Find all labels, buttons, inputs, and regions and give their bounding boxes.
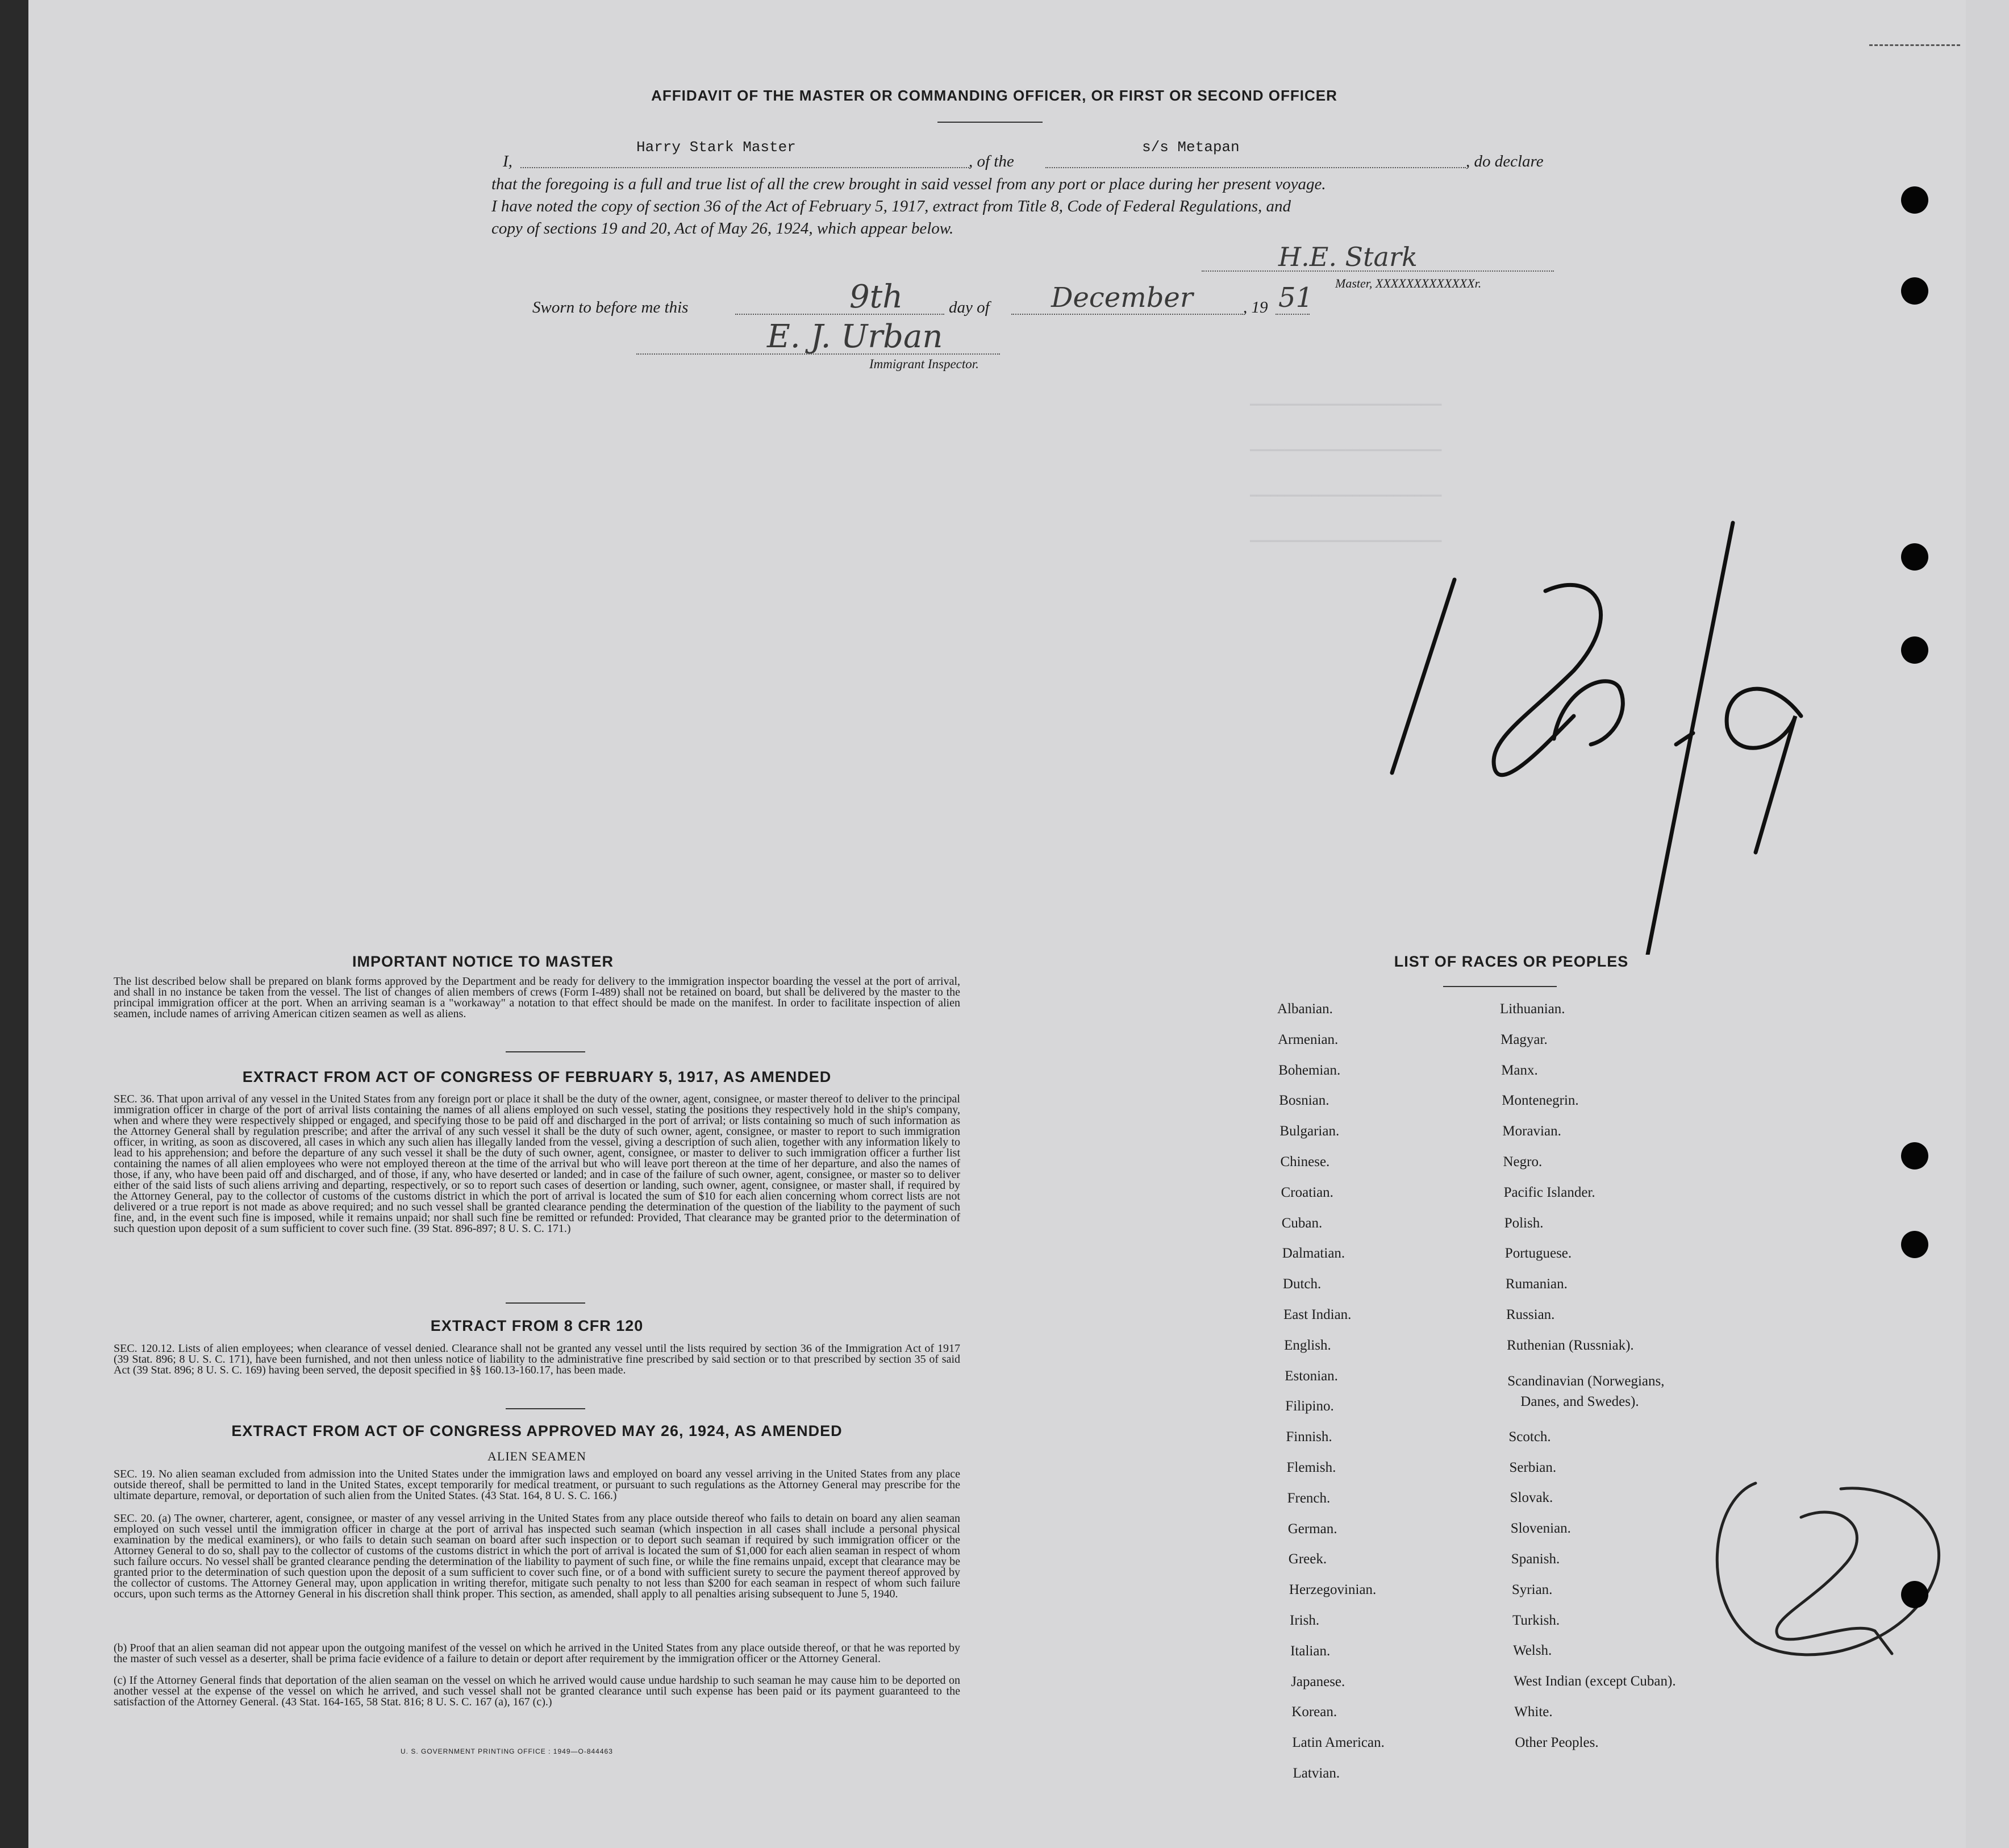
race-item: Portuguese.	[1504, 1246, 1572, 1262]
race-item: Armenian.	[1278, 1031, 1339, 1047]
race-item: English.	[1284, 1337, 1331, 1353]
race-item: Latvian.	[1293, 1766, 1340, 1781]
race-item: Finnish.	[1286, 1429, 1332, 1445]
sworn-year: 51	[1278, 282, 1314, 314]
master-label: Master, XXXXXXXXXXXXXr.	[1335, 276, 1482, 290]
extract-1924-sec20c: (c) If the Attorney General finds that deportation of the alien seaman on the vessel on which he arrived would cause undue hardship to such seaman he may cause him to be deported on another vessel at the expense of the vessel on which he arrived, and such vessel shall not be granted clearance until such expense has been paid or its payment guaranteed to the satisfaction of the Attorney General. (43 Stat. 164-165, 58 Stat. 816; 8 U. S. C. 167 (a), 167 (c).)	[114, 1674, 960, 1708]
circled-number	[1704, 1466, 1954, 1671]
declaration-line-3: copy of sections 19 and 20, Act of May 26, 1924, which appear below.	[491, 219, 954, 238]
master-signature: H.E. Stark	[1278, 242, 1418, 272]
extract-1917-title: EXTRACT FROM ACT OF CONGRESS OF FEBRUARY 5, 1917, AS AMENDED	[242, 1068, 832, 1085]
declaration-line-1: that the foregoing is a full and true list of all the crew brought in said vessel from any port or place during her present voyage.	[491, 175, 1326, 193]
race-item: Scotch.	[1508, 1429, 1551, 1445]
master-signature-line	[1202, 270, 1554, 272]
corner-marks	[1869, 44, 1960, 80]
race-item: Rumanian.	[1505, 1276, 1568, 1292]
race-item: Albanian.	[1277, 1001, 1333, 1017]
binder-hole	[1901, 186, 1928, 214]
extract-1924-sec20a: SEC. 20. (a) The owner, charterer, agent, consignee, or master of any vessel arriving in the United States from any place outside thereof who fails to detain on board any alien seaman employed on such vessel until the immigration officer in charge at the port of arrival has inspected such seaman (which inspection in all cases shall include a personal physical examination by the medical examiners), or who fails to detain such seaman on board after such inspection or to deport such seaman if required by such immigration officer or the Attorney General to do so, shall pay to the collector of customs of the customs district in which the port of arrival is located the sum of $1,000 for each alien seaman in respect of whom such failure occurs. No vessel shall be granted clearance pending the determination of the liability to payment of such fine, or while the fine remains unpaid, except that clearance may be granted prior to the determination of such question upon the deposit of a sum sufficient to cover such fine, or of a bond with sufficient surety to secure the payment thereof approved by the collector of customs. The Attorney General may, upon application in writing therefor, mitigate such penalty to not less than $200 for each seaman in respect of whom such failure occurs, upon such terms as the Attorney General in his discretion shall think proper. This section, as amended, shall apply to all penalties arising subsequent to June 5, 1940.	[114, 1512, 960, 1600]
extract-cfr-divider	[506, 1408, 585, 1409]
race-item: Croatian.	[1281, 1184, 1333, 1200]
race-item: Flemish.	[1286, 1460, 1336, 1475]
do-declare-label: , do declare	[1466, 152, 1544, 170]
race-item: Russian.	[1506, 1307, 1555, 1322]
sworn-label: Sworn to before me this	[532, 298, 689, 317]
page-edge-strip	[1966, 0, 2009, 1848]
extract-1924-sec20b: (b) Proof that an alien seaman did not appear upon the outgoing manifest of the vessel on which he arrived in the United States from any place outside thereof, or that he was reported by the master of such vessel as a deserter, shall be prima facie evidence of a failure to detain or deport after requirement by the immigration officer or the Attorney General.	[114, 1642, 960, 1665]
binder-hole	[1901, 1231, 1928, 1258]
race-item: French.	[1287, 1490, 1331, 1506]
binder-hole	[1901, 543, 1928, 571]
title-divider	[937, 122, 1043, 123]
race-item: White.	[1514, 1704, 1553, 1720]
race-item: Bohemian.	[1278, 1062, 1341, 1078]
race-item: German.	[1287, 1521, 1337, 1537]
handwritten-number	[1358, 500, 1812, 955]
race-item: Lithuanian.	[1500, 1001, 1565, 1017]
race-item: Manx.	[1501, 1062, 1538, 1078]
race-item: Serbian.	[1509, 1459, 1557, 1475]
races-title: LIST OF RACES OR PEOPLES	[1394, 953, 1629, 970]
binder-hole	[1901, 1581, 1928, 1608]
extract-cfr-title: EXTRACT FROM 8 CFR 120	[430, 1317, 644, 1334]
extract-1924-title: EXTRACT FROM ACT OF CONGRESS APPROVED MAY 26, 1924, AS AMENDED	[231, 1422, 843, 1439]
race-item: Polish.	[1504, 1215, 1544, 1231]
notice-divider	[506, 1051, 585, 1052]
race-item: Magyar.	[1501, 1031, 1548, 1047]
race-item: Syrian.	[1511, 1581, 1553, 1597]
extract-1917-divider	[506, 1302, 585, 1304]
alien-seamen-subtitle: ALIEN SEAMEN	[487, 1449, 586, 1463]
binder-hole	[1901, 1142, 1928, 1169]
of-the-label: , of the	[969, 152, 1014, 170]
race-item: Filipino.	[1285, 1399, 1334, 1414]
race-item: Latin American.	[1292, 1735, 1385, 1751]
printing-office-imprint: U. S. GOVERNMENT PRINTING OFFICE : 1949—O-844463	[401, 1747, 613, 1755]
race-item: Italian.	[1290, 1643, 1331, 1659]
affidavit-title: AFFIDAVIT OF THE MASTER OR COMMANDING OFFICER, OR FIRST OR SECOND OFFICER	[651, 87, 1337, 104]
race-item: Slovenian.	[1510, 1521, 1571, 1537]
race-item: Montenegrin.	[1502, 1093, 1579, 1109]
notice-text: The list described below shall be prepared on blank forms approved by the Department and be ready for delivery to the immigration inspector boarding the vessel at the port of arrival, and shall in no instance be taken from the vessel. The list of changes of alien members of crews (Form I-489) shall not be retained on board, but shall be delivered by the master to the principal immigration officer at the port. When an arriving seaman is a "workaway" a notation to that effect should be made on the manifest. In order to facilitate inspection of alien seamen, include names of arriving American citizen seamen as well as aliens.	[114, 975, 960, 1020]
vessel-blank	[1045, 167, 1466, 168]
race-item: Spanish.	[1511, 1551, 1560, 1567]
master-name: Harry Stark Master	[636, 139, 796, 156]
year-blank	[1276, 314, 1310, 315]
extract-1917-text: SEC. 36. That upon arrival of any vessel in the United States from any foreign port or place it shall be the duty of the owner, agent, consignee, or master thereof to deliver to the principal immigration officer in charge of the port of arrival lists containing the names of all aliens employed on such vessel, stating the positions they respectively hold in the ship's company, when and where they were respectively shipped or engaged, and specifying those to be paid off and discharged in the port of arrival; or lists containing so much of such information as the Attorney General shall by regulation prescribe; and after the arrival of any such vessel it shall be the duty of such owner, agent, consignee, or master to report to such immigration officer, in writing, as soon as discovered, all cases in which any such alien has illegally landed from the vessel, giving a description of such alien, together with any information likely to lead to his apprehension; and before the departure of any such vessel it shall be the duty of such owner, agent, consignee, or master to deliver to such immigration officer a further list containing the names of all alien employees who were not employed thereon at the time of the arrival but who will leave port thereon at the time of her departure, and also the names of those, if any, who have been paid off and discharged, and of those, if any, who have deserted or landed; and in case of the failure of such owner, agent, consignee, or master so to deliver either of the said lists of such aliens arriving and departing, respectively, or so to report such cases of desertion or landing, such owner, agent, consignee, or master shall, if required by the Attorney General, pay to the collector of customs of the customs district in which the port of arrival is located the sum of $10 for each alien concerning whom correct lists are not delivered or a true report is not made as above required; and no such vessel shall be granted clearance pending the determination of the question of the liability to the payment of such fine, and, in the event such fine is imposed, while it remains unpaid; nor shall such fine be remitted or refunded: Provided, That clearance may be granted prior to the determination of such question upon deposit of a sum sufficient to cover such fine. (39 Stat. 896-897; 8 U. S. C. 171.)	[114, 1093, 960, 1235]
document-page	[28, 0, 1966, 1848]
race-item: Pacific Islander.	[1503, 1184, 1595, 1200]
name-blank	[520, 167, 969, 168]
bleed-through-ghost: ━━━━━━━━━━━━━━━━━━━━━━━━━━━━ ━━━━━━━━━━━━━━━━━━━━━━━━━━━━ ━━━━━━━━━━━━━━━━━━━━━━━━━━━━ ━━━━━━━━━━━━━━━━━━━━━━━━━━━━	[1250, 399, 1442, 549]
race-item: Estonian.	[1285, 1368, 1338, 1384]
race-item: Moravian.	[1502, 1123, 1561, 1139]
notice-title: IMPORTANT NOTICE TO MASTER	[352, 953, 614, 970]
binder-hole	[1901, 277, 1928, 305]
race-item: West Indian (except Cuban).	[1514, 1674, 1676, 1689]
sworn-month: December	[1051, 282, 1193, 314]
race-item: Ruthenian (Russniak).	[1507, 1337, 1634, 1353]
extract-1924-sec19: SEC. 19. No alien seaman excluded from admission into the United States under the immigration laws and employed on board any vessel arriving in the United States from any place outside thereof, shall be permitted to land in the United States, except temporarily for medical treatment, or pursuant to such regulations as the Attorney General may prescribe for the ultimate departure, removal, or deportation of such alien from the United States. (43 Stat. 164, 8 U. S. C. 166.)	[114, 1468, 960, 1502]
race-item: Irish.	[1290, 1613, 1320, 1628]
races-divider	[1443, 986, 1557, 987]
race-item: Other Peoples.	[1515, 1734, 1599, 1750]
race-item: Welsh.	[1513, 1643, 1552, 1659]
inspector-signature: E. J. Urban	[767, 318, 943, 355]
race-item: Slovak.	[1510, 1490, 1553, 1506]
race-item: Herzegovinian.	[1289, 1582, 1377, 1598]
day-of-label: day of	[949, 298, 990, 317]
race-item: Bosnian.	[1279, 1093, 1329, 1109]
year-prefix: , 19	[1243, 298, 1268, 317]
race-item: Cuban.	[1281, 1215, 1323, 1231]
race-item: Korean.	[1291, 1704, 1337, 1720]
binder-hole	[1901, 636, 1928, 664]
race-item: Turkish.	[1512, 1612, 1560, 1628]
race-item: Japanese.	[1291, 1674, 1345, 1689]
race-item: Danes, and Swedes).	[1520, 1393, 1639, 1409]
extract-cfr-text: SEC. 120.12. Lists of alien employees; when clearance of vessel denied. Clearance shall not be granted any vessel until the lists required by section 36 of the Immigration Act of 1917 (39 Stat. 896; 8 U. S. C. 171), have been furnished, and not then unless notice of liability to the administrative fine prescribed by said section or to that prescribed by section 35 of said Act (39 Stat. 896; 8 U. S. C. 169) having been served, the deposit specified in §§ 160.13-160.17, has been made.	[114, 1342, 960, 1376]
declaration-line-2: I have noted the copy of section 36 of the Act of February 5, 1917, extract from Title 8, Code of Federal Regulations, and	[491, 197, 1291, 215]
race-item: Bulgarian.	[1279, 1123, 1340, 1139]
race-item: Negro.	[1503, 1154, 1543, 1169]
race-item: East Indian.	[1283, 1307, 1352, 1322]
sworn-day: 9th	[849, 278, 903, 315]
race-item: Dutch.	[1282, 1276, 1322, 1292]
i-label: I,	[503, 152, 512, 170]
race-item: Scandinavian (Norwegians,	[1507, 1373, 1665, 1389]
day-blank	[735, 314, 944, 315]
race-item: Dalmatian.	[1282, 1246, 1345, 1262]
inspector-label: Immigrant Inspector.	[869, 357, 979, 371]
race-item: Greek.	[1288, 1551, 1327, 1567]
inspector-signature-line	[636, 353, 1000, 355]
vessel-name: s/s Metapan	[1142, 139, 1240, 156]
month-blank	[1011, 314, 1243, 315]
race-item: Chinese.	[1280, 1154, 1330, 1169]
